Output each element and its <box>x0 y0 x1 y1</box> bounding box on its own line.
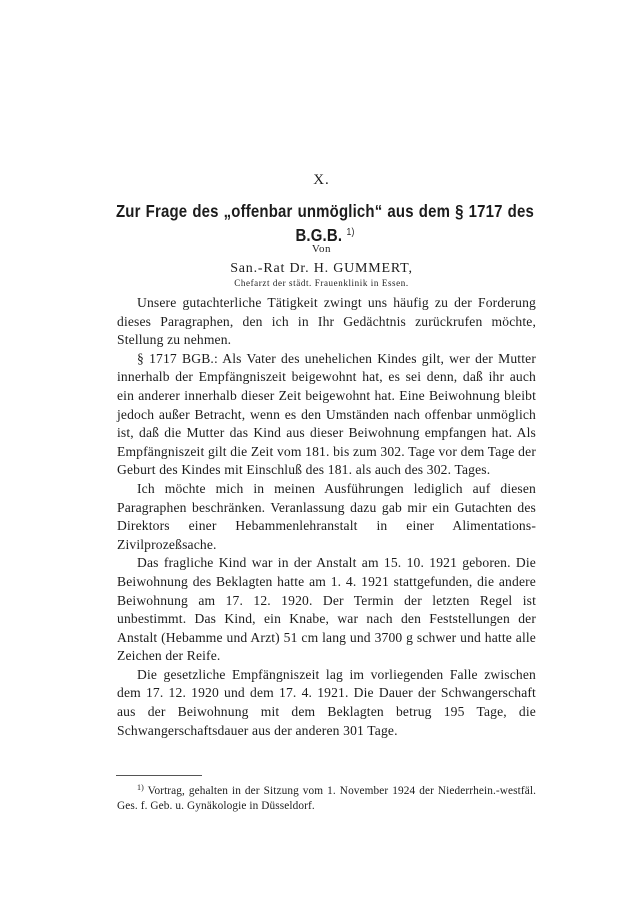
title-line-2-text: B.G.B. <box>295 225 343 245</box>
paragraph-3: Das fragliche Kind war in der Anstalt am 15. 10. 1921 geboren. Die Beiwohnung des Beklagten hatte am 1. 4. 1921 stattgefunden, die andere Beiwohnung am 17. 12. 1920. Der Termin der letzten Regel ist unbestimmt. Das Kind, ein Knabe, war nach den Feststellungen der Anstalt (Hebamme und Arzt) 51 cm lang und 3700 g schwer und hatte alle Zeichen der Reife. <box>117 555 536 664</box>
paragraph-4: Die gesetzliche Empfängniszeit lag im vorliegenden Falle zwischen dem 17. 12. 1920 und dem 17. 4. 1921. Die Dauer der Schwangerschaft aus der Beiwohnung mit dem Beklagten betrug 195 Tage, die Schwangerschaftsdauer aus der anderen 301 Tage. <box>117 666 536 738</box>
paragraph-2: Ich möchte mich in meinen Ausführungen lediglich auf diesen Paragraphen beschränken. Veranlassung dazu gab mir ein Gutachten des Direktors einer Hebammenlehranstalt in einer Alimentations-Zivilprozeßsache. <box>117 480 536 552</box>
footnote-text: Vortrag, gehalten in der Sitzung vom 1. November 1924 der Niederrhein.-westfäl. Ges. f. Geb. u. Gynäkologie in Düsseldorf. <box>117 785 536 812</box>
title-footnote-mark[interactable]: 1) <box>346 227 355 238</box>
paragraph-intro: Unsere gutachterliche Tätigkeit zwingt uns häufig zu der Forderung dieses Paragraphen, den ich in Ihr Gedächtnis zurückrufen möchte, Stellung zu nehmen. <box>117 295 536 348</box>
footnote-mark: 1) <box>137 783 144 792</box>
paragraph-law-quote: § 1717 BGB.: Als Vater des unehelichen Kindes gilt, wer der Mutter innerhalb der Empfängniszeit beigewohnt hat, es sei denn, daß ihr auch ein anderer innerhalb dieser Zeit beigewohnt hat. Eine Beiwohnung bleibt jedoch außer Betracht, wenn es den Umständen nach offenbar unmöglich ist, daß die Mutter das Kind aus dieser Beiwohnung empfangen hat. Als Empfängniszeit gilt die Zeit vom 181. bis zum 302. Tage vor dem Tage der Geburt des Kindes mit Einschluß des 181. als auch des 302. Tages. <box>117 350 536 478</box>
footnote <box>117 780 536 814</box>
title-line-1: Zur Frage des „offenbar unmöglich“ aus dem § 1717 des <box>116 201 534 221</box>
author-name: San.-Rat Dr. H. GUMMERT, <box>230 261 413 276</box>
article-body <box>117 294 536 740</box>
chapter-number: X. <box>313 172 330 188</box>
author-affiliation: Chefarzt der städt. Frauenklinik in Essen. <box>234 278 409 288</box>
byline-von: Von <box>311 243 332 255</box>
footnote-divider <box>116 775 202 776</box>
article-title <box>116 200 534 246</box>
